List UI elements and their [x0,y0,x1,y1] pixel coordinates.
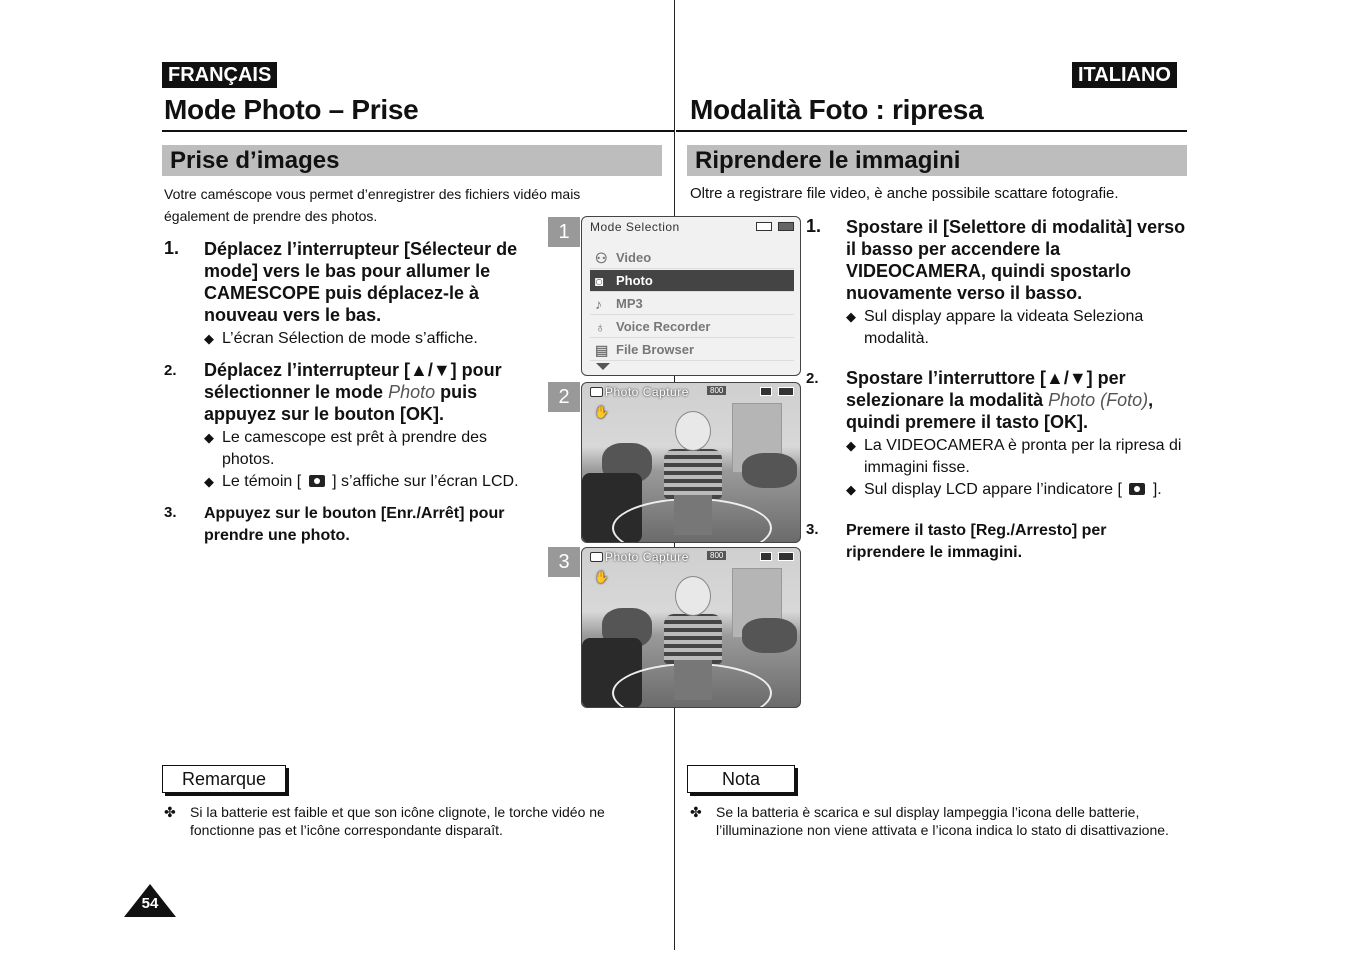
step-text: Spostare il [Selettore di modalità] verso il basso per accendere la VIDEOCAMERA, quindi spostarlo nuovamente verso il basso. [846,217,1186,303]
bullet-item: ◆ La VIDEOCAMERA è pronta per la ripresa di immagini fisse. [846,435,1186,479]
language-badge-french: FRANÇAIS [162,62,277,88]
section-heading-french: Prise d’images [162,145,662,176]
photo-capture-screen-2 [581,547,801,708]
cross-bullet-icon: ✤ [164,804,176,820]
step-bullets [846,435,1186,501]
menu-title: Mode Selection [590,220,680,234]
page-title-italian: Modalità Foto : ripresa [690,94,984,125]
menu-header [582,217,800,239]
memory-card-icon [760,552,772,561]
step-text: Premere il tasto [Reg./Arresto] per riprendere le immagini. [846,522,1107,561]
bullet-item: ◆ Sul display LCD appare l’indicatore [ ]. [846,479,1186,501]
step-bullets [846,306,1186,350]
menu-item-file-browser[interactable]: ▤ File Browser [590,339,794,361]
note-label-italian: Nota [687,765,795,793]
menu-item-photo[interactable]: ◙ Photo [590,270,794,292]
mode-name: Photo [388,382,436,402]
note-text-french: ✤ Si la batterie est faible et que son icône clignote, le torche vidéo ne fonctionne pas et l’icône correspondante disparaît. [164,804,605,838]
battery-icon [778,552,794,561]
menu-item-mp3[interactable]: ♪ MP3 [590,293,794,315]
step-number: 1. [164,238,180,258]
child-photo [675,576,711,616]
step-number: 1. [806,216,822,236]
note-label-french: Remarque [162,765,286,793]
page-number: 54 [141,895,159,912]
battery-icon [778,222,794,231]
photo-capture-bar: Photo Capture [582,383,800,401]
step-number: 3. [164,504,177,521]
camera-icon [309,475,325,487]
step-text: Appuyez sur le bouton [Enr./Arrêt] pour prendre une photo. [204,505,505,544]
menu-item-voice-recorder[interactable]: ♁ Voice Recorder [590,316,794,338]
microphone-icon: ♁ [595,319,606,335]
photo-capture-screen-1 [581,382,801,543]
bullet-item: ◆ L’écran Sélection de mode s’affiche. [204,328,524,350]
step-1-italian [806,216,1186,350]
camera-icon [590,552,603,562]
step-text: Spostare l’interruttore [▲/▼] per selezionare la modalità Photo (Foto), quindi premere il tasto [OK]. [846,368,1154,432]
memory-card-icon [756,222,772,231]
step-text: Déplacez l’interrupteur [Sélecteur de mode] vers le bas pour allumer le CAMESCOPE puis déplacez-le à nouveau vers le bas. [204,239,518,325]
title-rule-right [676,130,1187,132]
stabilizer-hand-icon: ✋ [594,570,609,584]
folder-icon: ▤ [595,342,609,358]
step-number: 3. [806,521,819,538]
battery-icon [778,387,794,396]
child-photo [675,411,711,451]
page-title-french: Mode Photo – Prise [164,94,419,125]
step-2-italian [806,367,1186,501]
camera-icon: ◙ [595,273,604,289]
step-3-french [164,503,524,547]
bullet-item: ◆ Le camescope est prêt à prendre des photos. [204,427,524,471]
scroll-down-arrow-icon[interactable] [596,363,610,370]
resolution-badge: 800 [707,551,726,560]
intro-text-french: Votre caméscope vous permet d’enregistrer des fichiers vidéo mais également de prendre des photos. [164,186,581,224]
screen-label-2: 2 [548,382,580,412]
step-number: 2. [164,362,177,379]
step-2-french [164,359,524,493]
bullet-item: ◆ Le témoin [ ] s’affiche sur l’écran LCD. [204,471,524,493]
resolution-badge: 800 [707,386,726,395]
screen-label-1: 1 [548,217,580,247]
music-note-icon: ♪ [595,296,602,312]
language-badge-italian: ITALIANO [1072,62,1177,88]
bullet-item: ◆ Sul display appare la videata Seleziona modalità. [846,306,1186,350]
cross-bullet-icon: ✤ [690,804,702,820]
section-heading-italian: Riprendere le immagini [687,145,1187,176]
mode-selection-screen [581,216,801,376]
step-1-french [164,238,524,350]
title-rule-left [162,130,674,132]
step-number: 2. [806,370,819,387]
memory-card-icon [760,387,772,396]
menu-item-video[interactable]: ⚇ Video [590,247,794,269]
stabilizer-hand-icon: ✋ [594,405,609,419]
camera-icon [1129,483,1145,495]
step-bullets [204,328,524,350]
step-bullets [204,427,524,493]
camera-icon [590,387,603,397]
video-camera-icon: ⚇ [595,250,608,266]
mode-name: Photo (Foto) [1048,390,1149,410]
screen-label-3: 3 [548,547,580,577]
photo-capture-bar: Photo Capture [582,548,800,566]
intro-text-italian: Oltre a registrare file video, è anche possibile scattare fotografie. [690,185,1119,202]
note-text-italian: ✤ Se la batteria è scarica e sul display lampeggia l’icona delle batterie, l’illuminazione non viene attivata e l’icona indica lo stato di disattivazione. [690,804,1169,838]
step-text: Déplacez l’interrupteur [▲/▼] pour sélectionner le mode Photo puis appuyez sur le bouton [OK]. [204,360,502,424]
step-3-italian [806,520,1186,564]
